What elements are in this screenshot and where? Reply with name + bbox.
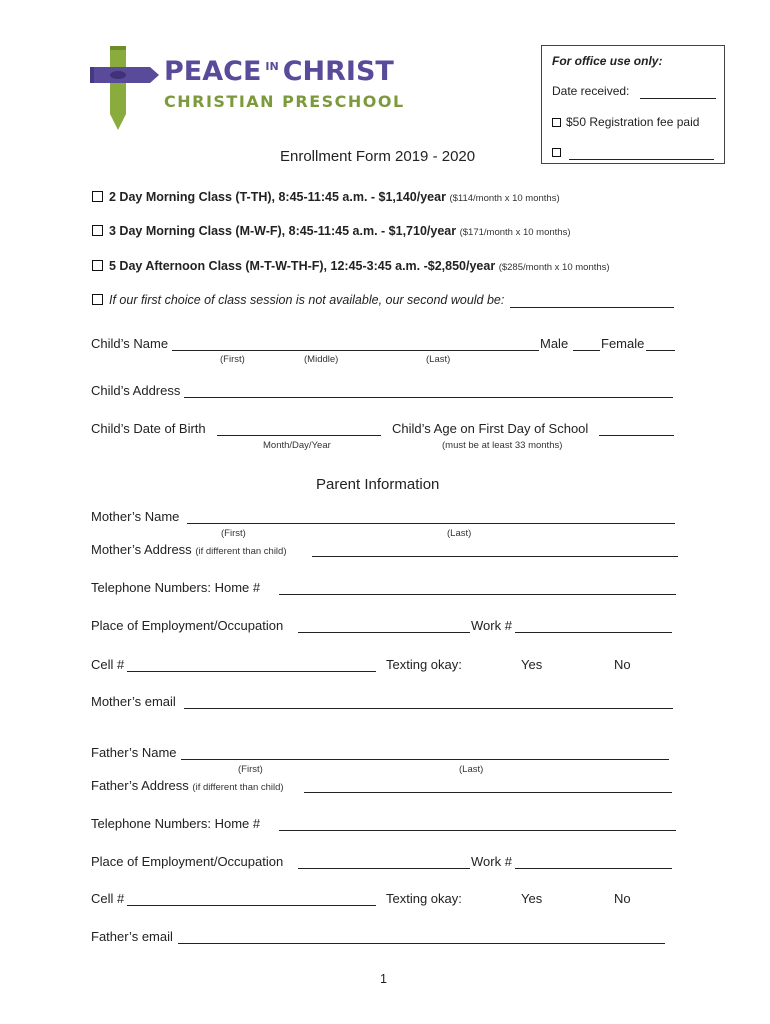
other-checkbox[interactable] [552,148,561,157]
father-address-label: Father’s Address [91,778,189,793]
class-checkbox[interactable] [92,191,103,202]
mother-texting-no[interactable]: No [614,657,631,672]
child-address-label: Child’s Address [91,383,181,398]
class-option-5day[interactable]: 5 Day Afternoon Class (M-T-W-TH-F), 12:45-3:45 a.m. -$2,850/year ($285/month x 10 months) [92,259,610,273]
fee-paid-checkbox[interactable] [552,118,561,127]
date-received-label: Date received: [552,84,630,98]
father-address-hint: (if different than child) [192,782,284,793]
father-address-row [91,778,284,793]
child-first-hint: (First) [220,354,245,365]
child-dob-field[interactable] [217,435,381,436]
fee-paid-label: $50 Registration fee paid [566,115,700,129]
other-line[interactable] [569,159,714,160]
child-age-label: Child’s Age on First Day of School [392,421,589,436]
mother-employment-label: Place of Employment/Occupation [91,618,284,633]
father-work-label: Work # [471,854,512,869]
page-number: 1 [380,972,387,986]
mother-first-hint: (First) [221,528,246,539]
male-label: Male [540,336,569,351]
mother-last-hint: (Last) [447,528,472,539]
age-hint: (must be at least 33 months) [442,440,563,451]
class-checkbox[interactable] [92,260,103,271]
class-checkbox[interactable] [92,225,103,236]
father-first-hint: (First) [238,764,263,775]
child-middle-hint: (Middle) [304,354,339,365]
mother-texting-label: Texting okay: [386,657,462,672]
father-employment-field[interactable] [298,868,470,869]
logo-in: IN [265,60,279,73]
mother-address-label: Mother’s Address [91,542,192,557]
second-choice-checkbox[interactable] [92,294,103,305]
mother-texting-yes[interactable]: Yes [521,657,543,672]
father-last-hint: (Last) [459,764,484,775]
mother-employment-field[interactable] [298,632,470,633]
mother-email-field[interactable] [184,708,673,709]
mother-address-field[interactable] [312,556,678,557]
form-title: Enrollment Form 2019 - 2020 [280,148,476,165]
female-field[interactable] [646,350,675,351]
child-name-label: Child’s Name [91,336,169,351]
father-name-field[interactable] [181,759,669,760]
female-label: Female [601,336,645,351]
mother-name-label: Mother’s Name [91,509,180,524]
father-email-field[interactable] [178,943,665,944]
father-email-label: Father’s email [91,929,173,944]
dob-hint: Month/Day/Year [263,440,331,451]
logo-christ: CHRIST [282,56,394,87]
father-cell-field[interactable] [127,905,376,906]
father-home-phone-field[interactable] [279,830,676,831]
mother-address-hint: (if different than child) [195,546,287,557]
father-work-field[interactable] [515,868,672,869]
parent-information-heading: Parent Information [316,476,440,493]
mother-home-phone-field[interactable] [279,594,676,595]
logo-peace: PEACE [164,56,262,87]
child-address-field[interactable] [184,397,673,398]
office-title: For office use only: [552,54,663,68]
father-address-field[interactable] [304,792,672,793]
child-last-hint: (Last) [426,354,451,365]
office-use-box [541,45,725,164]
mother-name-field[interactable] [187,523,675,524]
crayon-cross-icon [88,44,160,132]
mother-email-label: Mother’s email [91,694,176,709]
child-name-field[interactable] [172,350,539,351]
mother-cell-label: Cell # [91,657,125,672]
mother-work-field[interactable] [515,632,672,633]
child-dob-label: Child’s Date of Birth [91,421,206,436]
father-texting-yes[interactable]: Yes [521,891,543,906]
father-texting-no[interactable]: No [614,891,631,906]
child-age-field[interactable] [599,435,674,436]
logo-subtitle: CHRISTIAN PRESCHOOL [164,92,405,111]
class-option-3day[interactable]: 3 Day Morning Class (M-W-F), 8:45-11:45 a.m. - $1,710/year ($171/month x 10 months) [92,224,571,238]
second-choice-row[interactable]: If our first choice of class session is not available, our second would be: [92,293,504,307]
logo [88,44,418,134]
father-texting-label: Texting okay: [386,891,462,906]
father-name-label: Father’s Name [91,745,177,760]
male-field[interactable] [573,350,600,351]
second-choice-line[interactable] [510,307,674,308]
father-cell-label: Cell # [91,891,125,906]
mother-phone-label: Telephone Numbers: Home # [91,580,261,595]
mother-work-label: Work # [471,618,512,633]
class-option-2day[interactable]: 2 Day Morning Class (T-TH), 8:45-11:45 a.m. - $1,140/year ($114/month x 10 months) [92,190,560,204]
father-phone-label: Telephone Numbers: Home # [91,816,261,831]
mother-cell-field[interactable] [127,671,376,672]
father-employment-label: Place of Employment/Occupation [91,854,284,869]
date-received-line[interactable] [640,98,716,99]
mother-address-row [91,542,287,557]
